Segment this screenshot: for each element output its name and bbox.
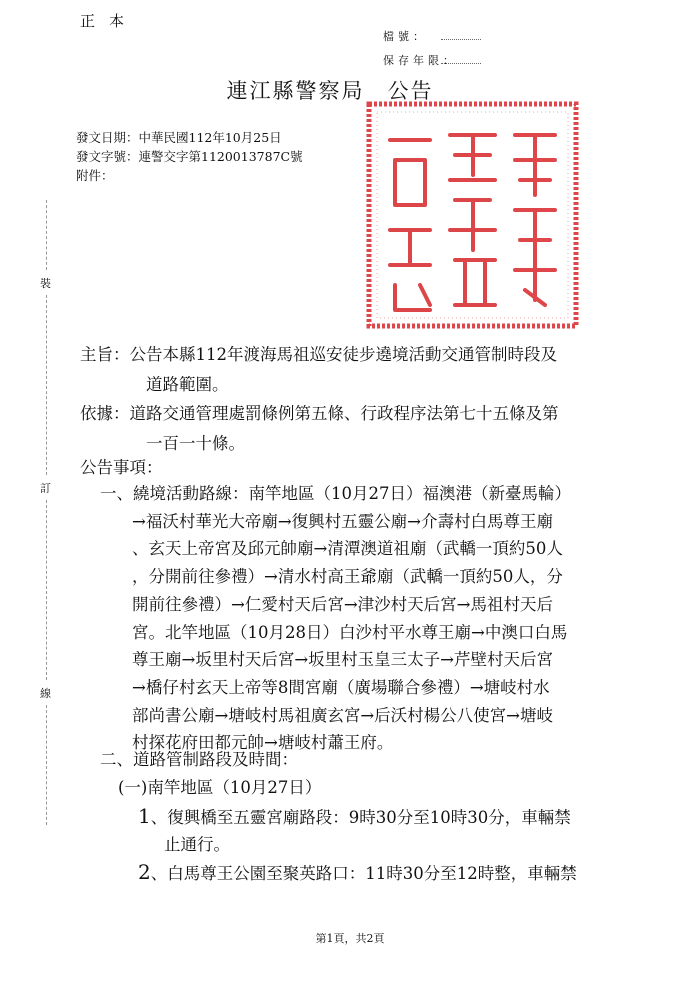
item-1-line: 尊王廟→坂里村天后宮→坂里村玉皇三太子→芹壁村天后宮 xyxy=(132,650,553,670)
item-1 xyxy=(100,480,571,508)
binding-line xyxy=(46,500,47,680)
item-1-line: 宮。北竿地區（10月28日）白沙村平水尊王廟→中澳口白馬 xyxy=(132,622,568,642)
item-1-line: 、玄天上帝宮及邱元帥廟→清潭澳道祖廟（武轎一頂約50人 xyxy=(132,539,563,559)
item-2-entry-1-cont: 止通行。 xyxy=(164,835,230,854)
basis-line: 一百一十條。 xyxy=(146,434,245,453)
file-number-label: 檔號： xyxy=(383,30,428,43)
item-1-line: →橋仔村玄天上帝等8間宮廟（廣場聯合參禮）→塘岐村水 xyxy=(132,677,550,697)
basis-line: 依據：道路交通管理處罰條例第五條、行政程序法第七十五條及第 xyxy=(80,404,559,423)
entry-text: 、白馬尊王公園至聚英路口：11時30分至12時整，車輛禁 xyxy=(150,864,577,883)
item-1-continuation xyxy=(132,508,567,757)
file-number-blank xyxy=(441,30,481,40)
page-footer: 第1頁，共2頁 xyxy=(315,932,385,945)
item-1-line: 開前往參禮）→仁愛村天后宮→津沙村天后宮→馬祖村天后 xyxy=(132,594,553,614)
document-title: 連江縣警察局 公告 xyxy=(226,79,434,103)
attachment-label: 附件： xyxy=(76,168,114,183)
dispatch-number: 發文字號：連警交字第1120013787C號 xyxy=(76,149,303,164)
item-2-entry-1 xyxy=(138,803,571,832)
subject-line: 主旨：公告本縣112年渡海馬祖巡安徒步遶境活動交通管制時段及 xyxy=(80,345,557,364)
item-1-line: →福沃村華光大帝廟→復興村五靈公廟→介壽村白馬尊王廟 xyxy=(132,511,553,531)
notice-heading: 公告事項： xyxy=(80,458,163,477)
item-1-line: 村探花府田都元帥→塘岐村蕭王府。 xyxy=(132,733,394,753)
entry-number: 2 xyxy=(138,860,151,884)
entry-number: 1 xyxy=(138,804,151,828)
retention-label: 保存年限： xyxy=(383,54,458,67)
binding-line xyxy=(46,200,47,270)
copy-label: 正本 xyxy=(80,12,139,30)
retention-blank xyxy=(441,54,481,64)
file-number-field xyxy=(383,28,481,44)
item-2-heading: 二、道路管制路段及時間： xyxy=(100,750,298,769)
official-seal xyxy=(365,100,580,330)
binding-mark-zhuang: 裝 xyxy=(40,277,51,290)
item-1-line: 部尚書公廟→塘岐村馬祖廣玄宮→后沃村楊公八使宮→塘岐 xyxy=(132,705,553,725)
dispatch-date: 發文日期：中華民國112年10月25日 xyxy=(76,130,282,145)
binding-mark-xian: 線 xyxy=(40,687,51,700)
binding-mark-ding: 訂 xyxy=(40,482,51,495)
item-1-line: 一、繞境活動路線：南竿地區（10月27日）福澳港（新臺馬輪） xyxy=(100,484,571,503)
binding-line xyxy=(46,295,47,475)
item-2-subheading: (一)南竿地區（10月27日） xyxy=(118,778,322,797)
binding-line xyxy=(46,705,47,825)
item-1-line: ，分開前往參禮）→清水村高王爺廟（武轎一頂約50人，分 xyxy=(132,567,563,587)
retention-field xyxy=(383,52,481,68)
entry-text: 、復興橋至五靈宮廟路段：9時30分至10時30分，車輛禁 xyxy=(150,808,571,827)
item-2-entry-2 xyxy=(138,859,577,888)
subject-line: 道路範圍。 xyxy=(146,375,229,394)
